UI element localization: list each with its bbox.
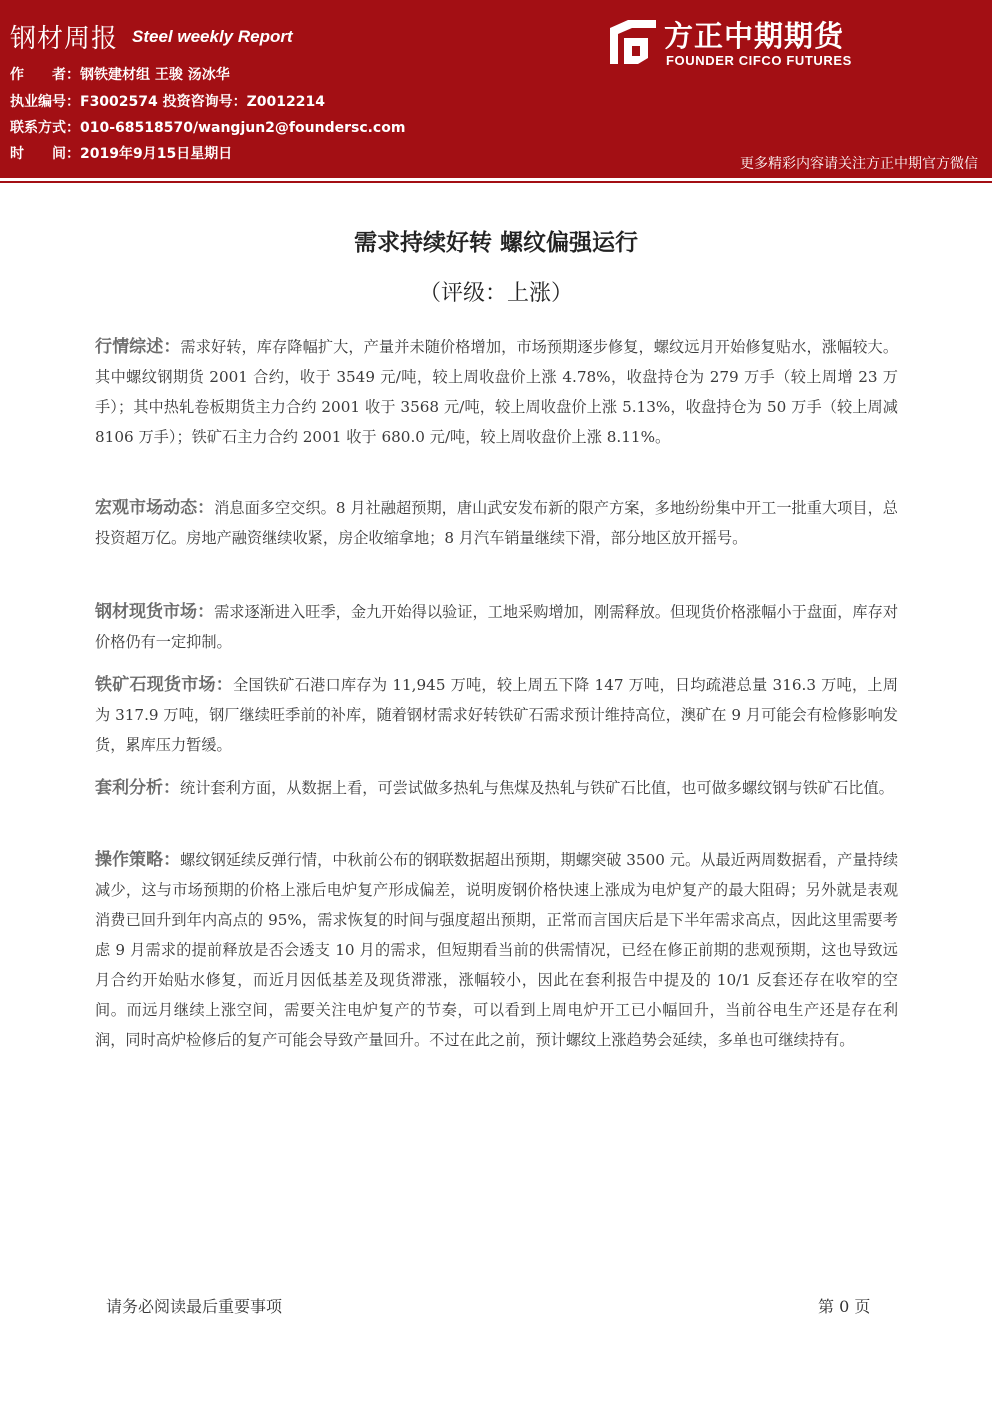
follow-note: 更多精彩内容请关注方正中期官方微信 [740, 156, 978, 172]
section-text: 全国铁矿石港口库存为 11,945 万吨，较上周五下降 147 万吨，日均疏港总量 316.3 万吨，上周为 317.9 万吨，钢厂继续旺季前的补库，随着钢材需求好转铁矿石需求预计维持高位，澳矿在 9 月可能会有检修影响发货，累库压力暂缓。 [95, 676, 899, 754]
time-line [10, 143, 232, 163]
section-macro [95, 493, 898, 553]
section-text: 需求好转，库存降幅扩大，产量并未随价格增加，市场预期逐步修复，螺纹远月开始修复贴水，涨幅较大。其中螺纹钢期货 2001 合约，收于 3549 元/吨，较上周收盘价上涨 4.78%，收盘持仓为 279 万手（较上周增 23 万手）；其中热轧卷板期货主力合约 2001 收于 3568 元/吨，较上周收盘价上涨 5.13%，收盘持仓为 50 万手（较上周减 8106 万手）；铁矿石主力合约 2001 收于 680.0 元/吨，较上周收盘价上涨 8.11%。 [95, 338, 899, 446]
brand-name-cn: 方正中期期货 [664, 19, 845, 53]
section-market-overview [95, 332, 898, 452]
section-strategy [95, 845, 898, 1055]
section-heading: 行情综述： [95, 337, 181, 357]
section-text: 消息面多空交织。8 月社融超预期，唐山武安发布新的限产方案，多地纷纷集中开工一批重大项目，总投资超万亿。房地产融资继续收紧，房企收缩拿地；8 月汽车销量继续下滑，部分地区放开摇号。 [95, 499, 898, 547]
contact-value: 010-68518570/wangjun2@foundersc.com [80, 120, 406, 136]
author-label: 作 者： [10, 67, 80, 83]
section-iron-ore-spot [95, 670, 898, 760]
section-heading: 操作策略： [95, 850, 181, 870]
header-divider-thin [0, 181, 992, 183]
section-steel-spot [95, 597, 898, 657]
report-title: 钢材周报 [10, 24, 119, 54]
footer-notice: 请务必阅读最后重要事项 [106, 1297, 283, 1316]
founder-logo-icon [608, 18, 658, 66]
license-value: F3002574 投资咨询号：Z0012214 [80, 94, 325, 110]
brand-name-en: FOUNDER CIFCO FUTURES [666, 53, 852, 68]
document-title: 需求持续好转 螺纹偏强运行 [353, 230, 638, 256]
section-text: 需求逐渐进入旺季，金九开始得以验证，工地采购增加，刚需释放。但现货价格涨幅小于盘面，库存对价格仍有一定抑制。 [95, 603, 899, 651]
section-heading: 铁矿石现货市场： [95, 675, 233, 695]
license-line [10, 91, 325, 111]
section-arbitrage [95, 773, 898, 803]
section-heading: 钢材现货市场： [95, 602, 215, 622]
report-subtitle: Steel weekly Report [132, 27, 293, 46]
contact-line [10, 117, 405, 137]
license-label: 执业编号： [10, 94, 80, 110]
section-text: 螺纹钢延续反弹行情，中秋前公布的钢联数据超出预期，期螺突破 3500 元。从最近两周数据看，产量持续减少，这与市场预期的价格上涨后电炉复产形成偏差，说明废钢价格快速上涨成为电炉复产的最大阻碍；另外就是表观消费已回升到年内高点的 95%，需求恢复的时间与强度超出预期，正常而言国庆后是下半年需求高点，因此这里需要考虑 9 月需求的提前释放是否会透支 10 月的需求，但短期看当前的供需情况，已经在修正前期的悲观预期，这也导致远月合约开始贴水修复，而近月因低基差及现货滞涨，涨幅较小，因此在套利报告中提及的 10/1 反套还存在收窄的空间。而远月继续上涨空间，需要关注电炉复产的节奏，可以看到上周电炉开工已小幅回升，当前谷电生产还是存在利润，同时高炉检修后的复产可能会导致产量回升。不过在此之前，预计螺纹上涨趋势会延续，多单也可继续持有。 [95, 851, 899, 1049]
report-header [0, 0, 992, 175]
author-value: 钢铁建材组 王骏 汤冰华 [80, 67, 230, 83]
time-label: 时 间： [10, 146, 80, 162]
document-rating: （评级：上涨） [418, 281, 573, 306]
author-line [10, 64, 230, 84]
section-heading: 套利分析： [95, 778, 180, 798]
section-text: 统计套利方面，从数据上看，可尝试做多热轧与焦煤及热轧与铁矿石比值，也可做多螺纹钢与铁矿石比值。 [180, 779, 894, 797]
page-number: 第 0 页 [818, 1297, 871, 1316]
time-value: 2019年9月15日星期日 [80, 146, 233, 162]
contact-label: 联系方式： [10, 120, 80, 136]
section-heading: 宏观市场动态： [95, 498, 215, 518]
header-divider [0, 175, 992, 178]
